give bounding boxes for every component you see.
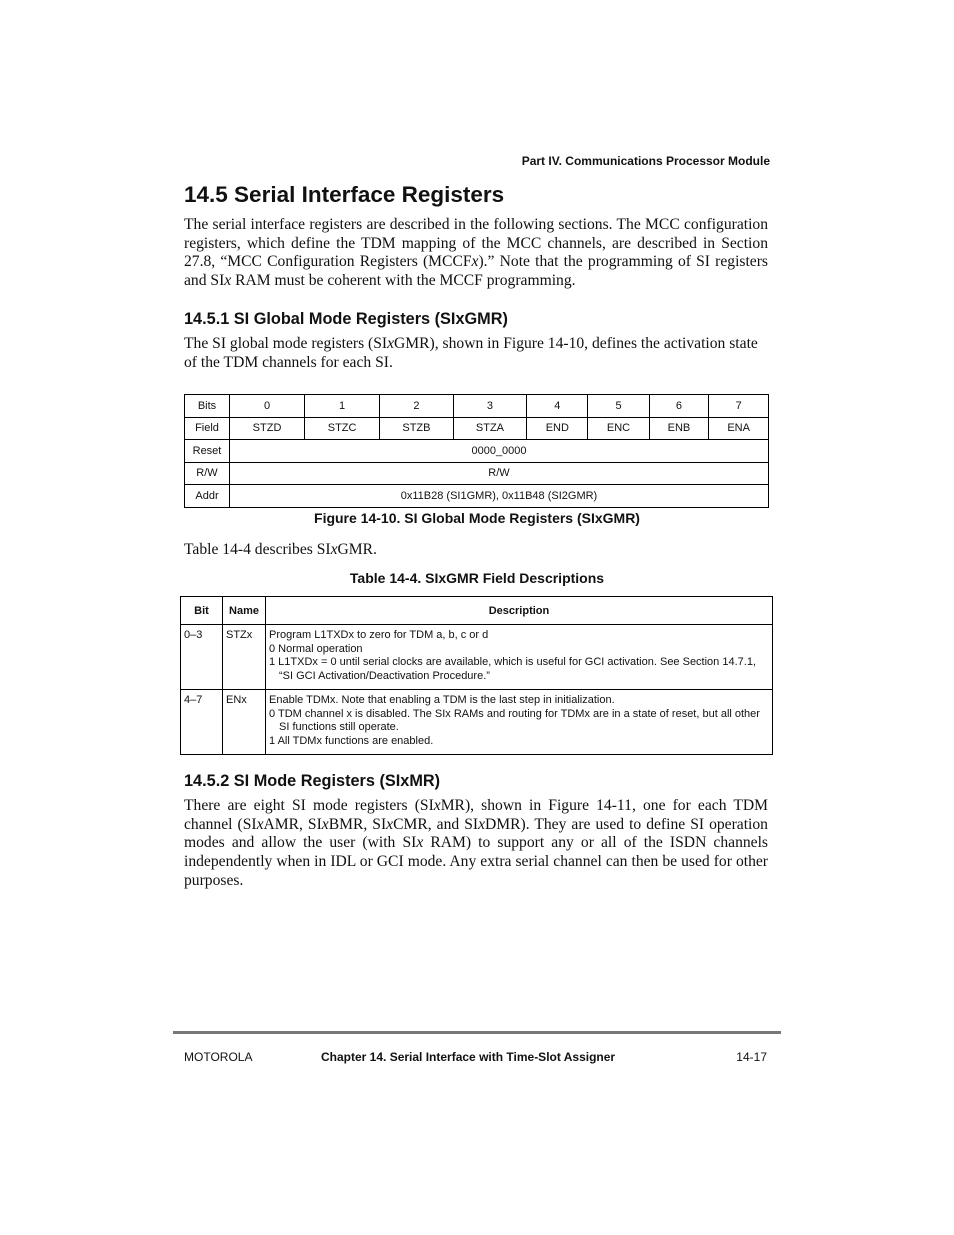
text-run: The SI global mode registers (SI: [184, 335, 388, 352]
field-name: ENC: [588, 417, 649, 440]
text-run: RAM must be coherent with the MCCF programming.: [231, 272, 576, 290]
bit-number: 2: [380, 395, 454, 418]
subsection-heading-14-5-1: 14.5.1 SI Global Mode Registers (SIxGMR): [184, 310, 508, 328]
rw-label: R/W: [185, 462, 230, 485]
text-run: Table 14-4 describes SI: [184, 541, 331, 558]
text-run: ).” Note that the programming of SI registers and SI: [184, 253, 768, 290]
field-name: STZA: [453, 417, 527, 440]
bit-number: 3: [453, 395, 527, 418]
italic-variable: x: [224, 272, 232, 290]
rw-row: [185, 462, 769, 485]
text-run: RAM) to support any or all of the ISDN channels independently when in IDL or GCI mode. Any extra serial channel can then be used for other purposes.: [184, 834, 768, 889]
text-run: There are eight SI mode registers (SI: [184, 797, 434, 814]
sub1-paragraph: [184, 335, 768, 372]
bits-row: [185, 395, 769, 418]
text-run: BMR, SI: [328, 815, 387, 833]
section-heading: 14.5 Serial Interface Registers: [184, 182, 505, 207]
bit-number: 7: [709, 395, 769, 418]
bit-number: 6: [649, 395, 709, 418]
italic-variable: x: [386, 815, 394, 833]
sub2-paragraph: [184, 797, 768, 891]
italic-variable: x: [330, 541, 338, 558]
description-cell: [266, 625, 773, 690]
name-cell: ENx: [223, 690, 266, 755]
table-row: [181, 690, 773, 755]
field-row: [185, 417, 769, 440]
field-name: STZC: [305, 417, 380, 440]
table-caption: Table 14-4. SIxGMR Field Descriptions: [349, 570, 605, 586]
field-name: ENB: [649, 417, 709, 440]
addr-value: 0x11B28 (SI1GMR), 0x11B48 (SI2GMR): [230, 485, 769, 508]
bit-number: 1: [305, 395, 380, 418]
name-cell: STZx: [223, 625, 266, 690]
table-reference-paragraph: [184, 541, 768, 560]
footer-page-number: 14-17: [736, 1050, 767, 1064]
text-run: DMR). They are used to define SI operation modes and allow the user (with SI: [184, 815, 768, 852]
field-name: END: [527, 417, 588, 440]
text-run: AMR, SI: [263, 815, 322, 833]
figure-caption: Figure 14-10. SI Global Mode Registers (SIxGMR): [314, 510, 640, 526]
field-name: STZB: [380, 417, 454, 440]
italic-variable: x: [478, 815, 485, 833]
reset-value: 0000_0000: [230, 440, 769, 463]
running-header: Part IV. Communications Processor Module: [521, 154, 770, 168]
subsection-heading-14-5-2: 14.5.2 SI Mode Registers (SIxMR): [184, 772, 441, 790]
bit-cell: 0–3: [181, 625, 223, 690]
column-header-description: Description: [266, 597, 773, 625]
field-name: STZD: [230, 417, 305, 440]
bit-number: 0: [230, 395, 305, 418]
field-name: ENA: [709, 417, 769, 440]
text-run: MR), shown in Figure 14-11, one for each TDM channel (SI: [184, 797, 768, 833]
bit-number: 5: [588, 395, 649, 418]
italic-variable: x: [433, 797, 441, 814]
text-run: GMR), shown in Figure 14-10, defines the activation state of the TDM channels for each SI.: [184, 335, 758, 371]
description-option: 0 Normal operation: [269, 642, 363, 655]
bits-label: Bits: [185, 395, 230, 418]
addr-label: Addr: [185, 485, 230, 508]
bit-number: 4: [527, 395, 588, 418]
italic-variable: x: [387, 335, 395, 352]
description-option: 0 TDM channel x is disabled. The SIx RAMs and routing for TDMx are in a state of reset, but all other SI functions still operate.: [269, 707, 760, 734]
reset-label: Reset: [185, 440, 230, 463]
field-descriptions-table: [180, 596, 773, 755]
description-line: Program L1TXDx to zero for TDM a, b, c or d: [269, 629, 489, 641]
table-header-row: [181, 597, 773, 625]
footer-chapter-title: Chapter 14. Serial Interface with Time-Slot Assigner: [321, 1050, 616, 1064]
italic-variable: x: [471, 253, 479, 271]
italic-variable: x: [416, 834, 424, 852]
reset-row: [185, 440, 769, 463]
italic-variable: x: [321, 815, 329, 833]
italic-variable: x: [256, 815, 264, 833]
text-run: CMR, and SI: [393, 815, 479, 833]
description-cell: [266, 690, 773, 755]
table-row: [181, 625, 773, 690]
addr-row: [185, 485, 769, 508]
bit-cell: 4–7: [181, 690, 223, 755]
text-run: The serial interface registers are described in the following sections. The MCC configuration registers, which define the TDM mapping of the MCC channels, are described in Section 27.8, “MCC Configuration Registers (MCCF: [184, 216, 768, 271]
description-option: 1 All TDMx functions are enabled.: [269, 734, 434, 747]
column-header-bit: Bit: [181, 597, 223, 625]
description-option: 1 L1TXDx = 0 until serial clocks are available, which is useful for GCI activation. See Section 14.7.1, “SI GCI Activation/Deactivation Procedure.”: [269, 656, 756, 682]
footer-left: MOTOROLA: [184, 1050, 253, 1064]
footer-rule: [173, 1031, 781, 1034]
description-line: Enable TDMx. Note that enabling a TDM is the last step in initialization.: [269, 694, 615, 706]
rw-value: R/W: [230, 462, 769, 485]
column-header-name: Name: [223, 597, 266, 625]
register-diagram: [184, 394, 769, 508]
field-label: Field: [185, 417, 230, 440]
text-run: GMR.: [337, 541, 377, 558]
section-intro-paragraph: [184, 216, 768, 291]
